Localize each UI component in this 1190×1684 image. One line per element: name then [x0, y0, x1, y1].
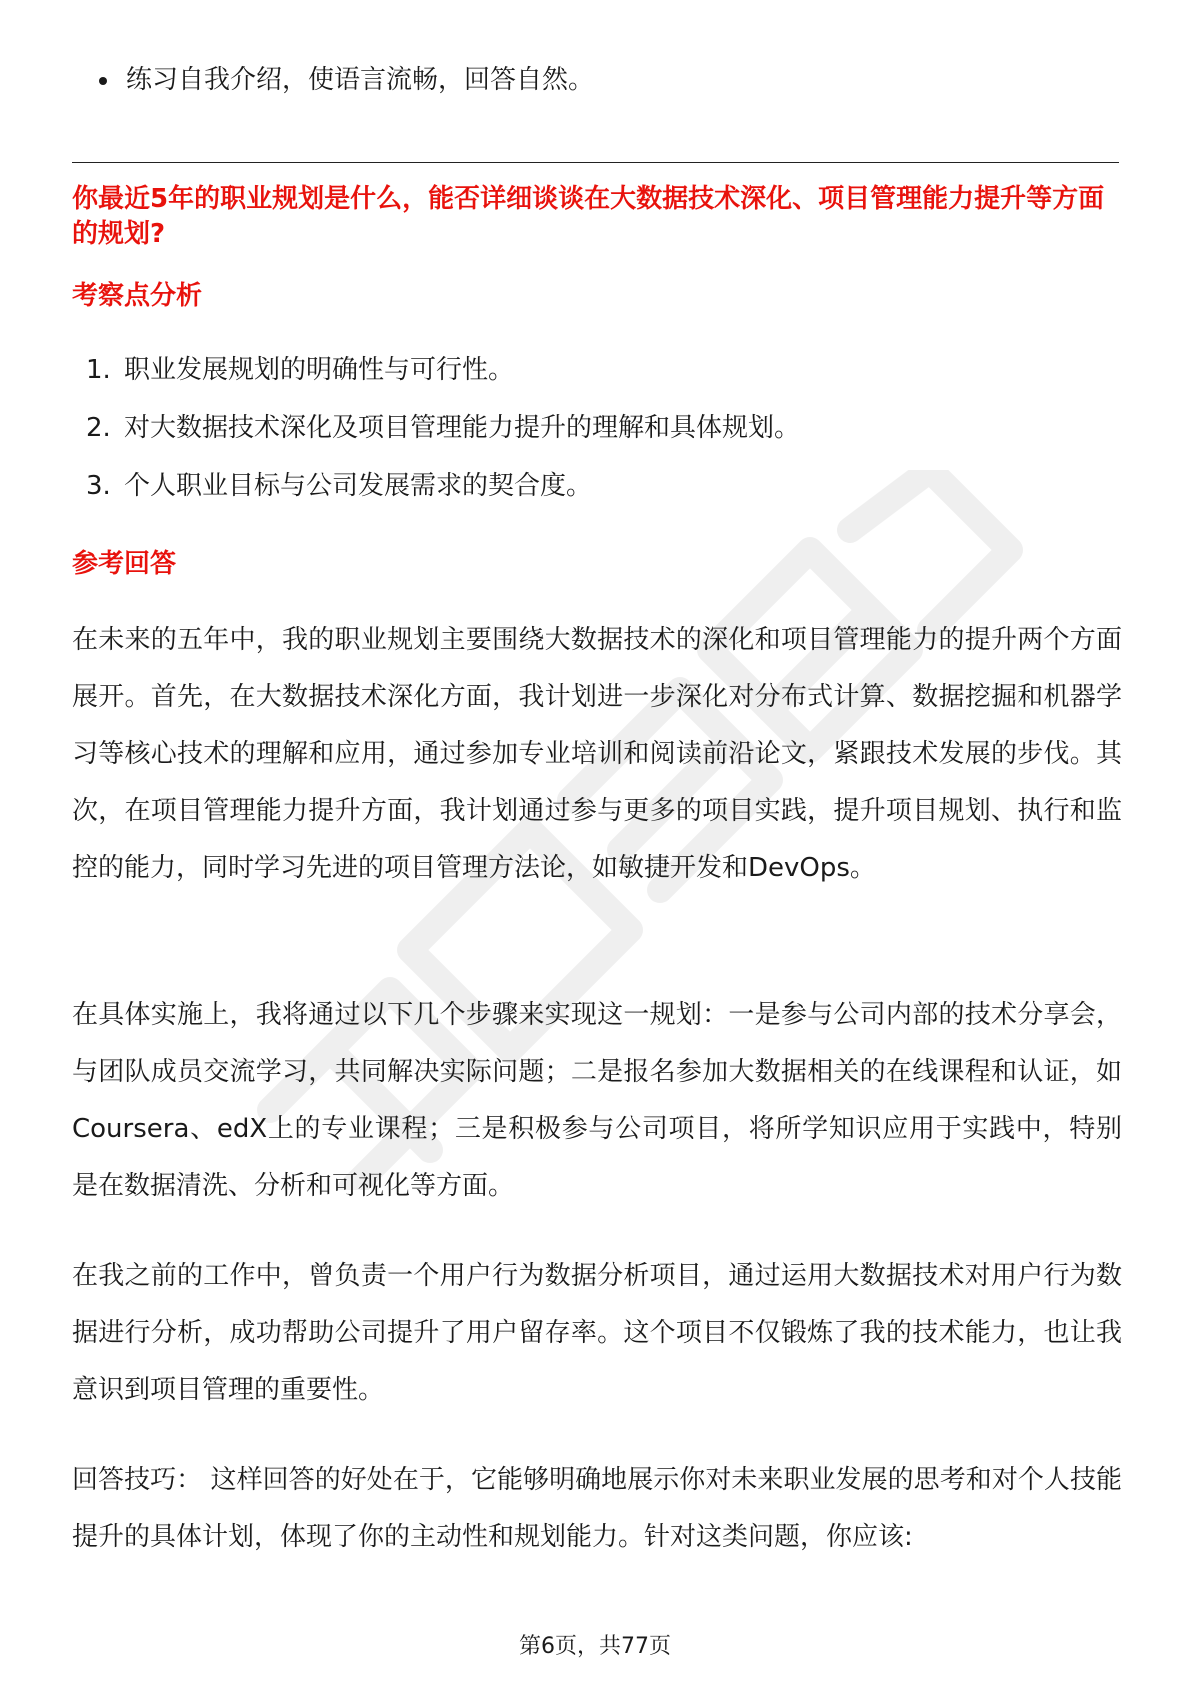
list-number: 1. [86, 355, 111, 385]
answer-paragraph: 在我之前的工作中，曾负责一个用户行为数据分析项目，通过运用大数据技术对用户行为数据进行分析，成功帮助公司提升了用户留存率。这个项目不仅锻炼了我的技术能力，也让我意识到项目管理的重要性。 [72, 1261, 1122, 1405]
list-number: 3. [86, 471, 111, 501]
answer-heading: 参考回答 [72, 549, 177, 579]
bullet-item: 练习自我介绍，使语言流畅，回答自然。 [96, 60, 594, 100]
analysis-point [86, 350, 800, 408]
analysis-point-text: 个人职业目标与公司发展需求的契合度。 [124, 471, 593, 501]
tips-bullet-list [96, 60, 594, 100]
analysis-point-text: 职业发展规划的明确性与可行性。 [124, 355, 515, 385]
page-number-footer: 第6页，共77页 [519, 1634, 671, 1659]
analysis-point-list [86, 350, 800, 524]
answer-paragraph: 在具体实施上，我将通过以下几个步骤来实现这一规划：一是参与公司内部的技术分享会，与团队成员交流学习，共同解决实际问题；二是报名参加大数据相关的在线课程和认证，如Coursera、edX上的专业课程；三是积极参与公司项目，将所学知识应用于实践中，特别是在数据清洗、分析和可视化等方面。 [72, 1000, 1122, 1201]
answer-tips-paragraph: 回答技巧： 这样回答的好处在于，它能够明确地展示你对未来职业发展的思考和对个人技能提升的具体计划，体现了你的主动性和规划能力。针对这类问题，你应该: [72, 1465, 1122, 1552]
analysis-point [86, 466, 800, 524]
interview-question: 你最近5年的职业规划是什么，能否详细谈谈在大数据技术深化、项目管理能力提升等方面的规划? [72, 184, 1105, 249]
analysis-point-text: 对大数据技术深化及项目管理能力提升的理解和具体规划。 [124, 413, 801, 443]
analysis-heading: 考察点分析 [72, 281, 203, 311]
answer-paragraph: 在未来的五年中，我的职业规划主要围绕大数据技术的深化和项目管理能力的提升两个方面展开。首先，在大数据技术深化方面，我计划进一步深化对分布式计算、数据挖掘和机器学习等核心技术的理解和应用，通过参加专业培训和阅读前沿论文，紧跟技术发展的步伐。其次，在项目管理能力提升方面，我计划通过参与更多的项目实践，提升项目规划、执行和监控的能力，同时学习先进的项目管理方法论，如敏捷开发和DevOps。 [72, 625, 1122, 883]
list-number: 2. [86, 413, 111, 443]
section-divider [72, 162, 1119, 163]
analysis-point [86, 408, 800, 466]
